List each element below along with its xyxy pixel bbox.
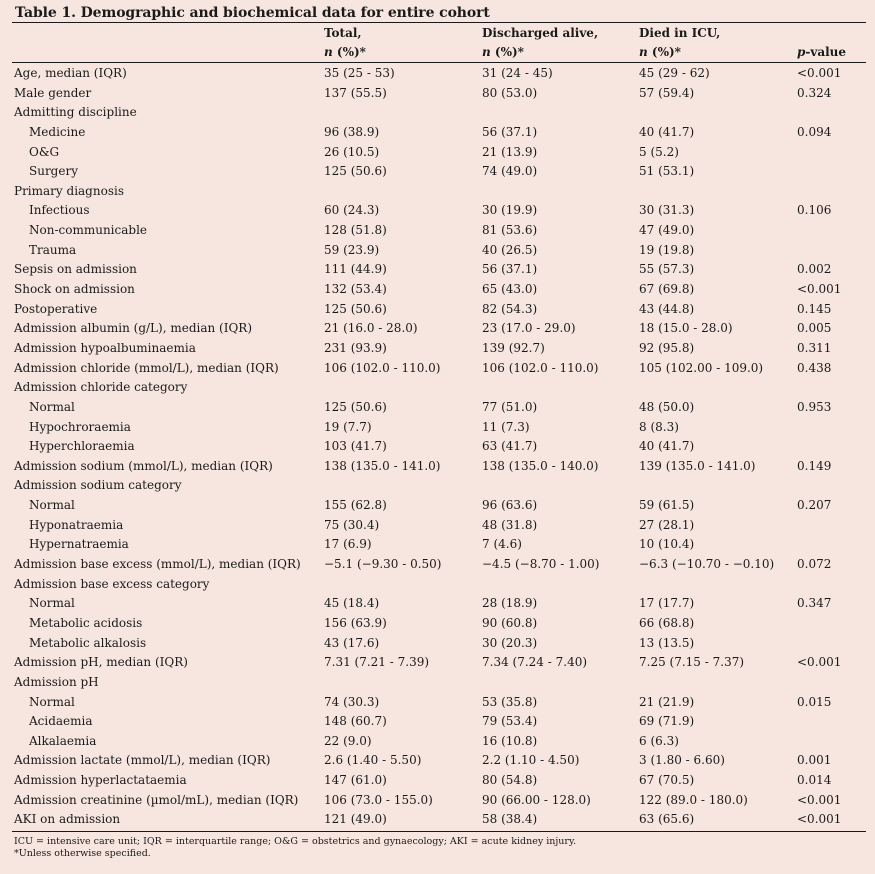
cell-total: 21 (16.0 - 28.0)	[324, 321, 418, 336]
table-row	[0, 378, 875, 398]
row-label: Admission creatinine (µmol/mL), median (IQR)	[14, 792, 299, 807]
cell-total: 43 (17.6)	[324, 635, 380, 650]
cell-pvalue: 0.005	[797, 321, 832, 336]
cell-died: 6 (6.3)	[639, 733, 679, 748]
table-row	[0, 300, 875, 320]
cell-died: 51 (53.1)	[639, 164, 695, 179]
table-row	[0, 162, 875, 182]
cell-pvalue: 0.311	[797, 340, 832, 355]
table-row	[0, 398, 875, 418]
table-row	[0, 339, 875, 359]
row-label: Admission pH, median (IQR)	[14, 655, 188, 670]
row-label: Non-communicable	[29, 223, 148, 238]
cell-died: 30 (31.3)	[639, 203, 695, 218]
cell-discharged: 16 (10.8)	[482, 733, 538, 748]
cell-discharged: 31 (24 - 45)	[482, 66, 553, 80]
cell-pvalue: 0.002	[797, 262, 832, 277]
row-label: Normal	[29, 694, 75, 709]
cell-discharged: 65 (43.0)	[482, 282, 538, 297]
table-row	[0, 751, 875, 771]
cell-discharged: 90 (60.8)	[482, 615, 538, 630]
cell-total: 147 (61.0)	[324, 773, 387, 788]
cell-discharged: 79 (53.4)	[482, 714, 538, 729]
cell-pvalue: 0.094	[797, 124, 832, 139]
header-total-pct: (%)*	[332, 45, 366, 59]
cell-total: 96 (38.9)	[324, 124, 380, 139]
cell-discharged: −4.5 (−8.70 - 1.00)	[482, 557, 600, 572]
row-label: AKI on admission	[14, 812, 121, 827]
table-row	[0, 418, 875, 438]
cell-died: 45 (29 - 62)	[639, 66, 710, 80]
footnote-abbreviations: ICU = intensive care unit; IQR = interquartile range; O&G = obstetrics and gynaecology; AKI = acute kidney injury.	[14, 836, 577, 847]
cell-pvalue: 0.324	[797, 85, 832, 100]
cell-pvalue: 0.953	[797, 399, 832, 414]
table-row	[0, 516, 875, 536]
row-label: Admission chloride category	[14, 380, 188, 395]
table-row	[0, 673, 875, 693]
cell-discharged: 28 (18.9)	[482, 596, 538, 611]
cell-died: 17 (17.7)	[639, 596, 695, 611]
cell-discharged: 77 (51.0)	[482, 399, 538, 414]
row-label: Postoperative	[14, 301, 98, 316]
row-label: Normal	[29, 498, 75, 513]
cell-total: 2.6 (1.40 - 5.50)	[324, 753, 422, 768]
footnote-asterisk: *Unless otherwise specified.	[14, 848, 151, 859]
cell-total: 59 (23.9)	[324, 242, 380, 257]
table-row	[0, 555, 875, 575]
cell-discharged: 74 (49.0)	[482, 164, 538, 179]
table-row	[0, 771, 875, 791]
cell-total: −5.1 (−9.30 - 0.50)	[324, 557, 442, 572]
cell-died: 3 (1.80 - 6.60)	[639, 753, 725, 768]
table-row	[0, 260, 875, 280]
cell-discharged: 53 (35.8)	[482, 694, 538, 709]
cell-pvalue: 0.347	[797, 596, 832, 611]
row-label: Admitting discipline	[14, 105, 137, 120]
table-row	[0, 123, 875, 143]
cell-pvalue: 0.014	[797, 773, 832, 788]
table-row	[0, 64, 875, 84]
header-discharged-line1: Discharged alive,	[482, 26, 599, 40]
header-total-line1: Total,	[324, 26, 362, 40]
cell-pvalue: 0.072	[797, 557, 832, 572]
header-discharged-n: n	[482, 45, 491, 59]
cell-died: 48 (50.0)	[639, 399, 695, 414]
table-row	[0, 693, 875, 713]
table-row	[0, 476, 875, 496]
cell-total: 26 (10.5)	[324, 144, 380, 159]
header-total-n: n	[324, 45, 333, 59]
cell-discharged: 48 (31.8)	[482, 517, 538, 532]
row-label: Normal	[29, 596, 75, 611]
cell-total: 60 (24.3)	[324, 203, 380, 218]
table-row	[0, 359, 875, 379]
table-row	[0, 221, 875, 241]
row-label: Admission base excess (mmol/L), median (IQR)	[14, 557, 301, 572]
cell-discharged: 106 (102.0 - 110.0)	[482, 360, 599, 375]
cell-total: 138 (135.0 - 141.0)	[324, 458, 441, 473]
header-pvalue	[797, 43, 846, 62]
cell-pvalue: 0.145	[797, 301, 832, 316]
cell-pvalue: 0.001	[797, 753, 832, 768]
cell-died: 67 (69.8)	[639, 282, 695, 297]
table-row	[0, 653, 875, 673]
row-label: Admission pH	[14, 674, 99, 689]
cell-pvalue: 0.438	[797, 360, 832, 375]
cell-died: 139 (135.0 - 141.0)	[639, 458, 756, 473]
row-label: Trauma	[29, 242, 77, 257]
cell-died: 10 (10.4)	[639, 537, 695, 552]
table-row	[0, 535, 875, 555]
row-label: Metabolic acidosis	[29, 615, 143, 630]
table-row	[0, 575, 875, 595]
row-label: Metabolic alkalosis	[29, 635, 147, 650]
table-row	[0, 732, 875, 752]
cell-total: 128 (51.8)	[324, 223, 387, 238]
row-label: O&G	[29, 144, 60, 159]
cell-pvalue: <0.001	[797, 655, 842, 670]
cell-total: 106 (73.0 - 155.0)	[324, 792, 433, 807]
header-discharged	[482, 24, 598, 62]
cell-discharged: 11 (7.3)	[482, 419, 530, 434]
row-label: Admission base excess category	[14, 576, 210, 591]
cell-total: 106 (102.0 - 110.0)	[324, 360, 441, 375]
row-label: Age, median (IQR)	[14, 66, 127, 80]
cell-died: 55 (57.3)	[639, 262, 695, 277]
table-row	[0, 614, 875, 634]
cell-total: 17 (6.9)	[324, 537, 372, 552]
table-row	[0, 634, 875, 654]
table-row	[0, 810, 875, 830]
row-label: Admission hyperlactataemia	[14, 773, 187, 788]
row-label: Shock on admission	[14, 282, 135, 297]
cell-died: 21 (21.9)	[639, 694, 695, 709]
header-died-n: n	[639, 45, 648, 59]
cell-total: 7.31 (7.21 - 7.39)	[324, 655, 430, 670]
table-row	[0, 791, 875, 811]
table-body	[0, 64, 875, 830]
row-label: Acidaemia	[29, 714, 93, 729]
header-p-suffix: -value	[805, 45, 847, 59]
cell-died: 57 (59.4)	[639, 85, 695, 100]
cell-pvalue: 0.149	[797, 458, 832, 473]
cell-total: 148 (60.7)	[324, 714, 387, 729]
cell-total: 19 (7.7)	[324, 419, 372, 434]
cell-total: 75 (30.4)	[324, 517, 380, 532]
cell-discharged: 30 (19.9)	[482, 203, 538, 218]
cell-died: 66 (68.8)	[639, 615, 695, 630]
cell-total: 35 (25 - 53)	[324, 66, 395, 80]
header-total	[324, 24, 366, 62]
header-discharged-pct: (%)*	[490, 45, 524, 59]
cell-total: 156 (63.9)	[324, 615, 387, 630]
cell-total: 121 (49.0)	[324, 812, 387, 827]
table-row	[0, 143, 875, 163]
cell-pvalue: <0.001	[797, 812, 842, 827]
cell-discharged: 21 (13.9)	[482, 144, 538, 159]
row-label: Admission sodium (mmol/L), median (IQR)	[14, 458, 273, 473]
cell-died: 67 (70.5)	[639, 773, 695, 788]
cell-discharged: 90 (66.00 - 128.0)	[482, 792, 591, 807]
header-died-line1: Died in ICU,	[639, 26, 721, 40]
cell-total: 155 (62.8)	[324, 498, 387, 513]
footnotes	[14, 836, 576, 860]
table-row	[0, 84, 875, 104]
cell-pvalue: 0.015	[797, 694, 832, 709]
cell-died: 8 (8.3)	[639, 419, 679, 434]
cell-discharged: 58 (38.4)	[482, 812, 538, 827]
cell-total: 137 (55.5)	[324, 85, 387, 100]
bottom-rule	[12, 831, 866, 832]
cell-discharged: 138 (135.0 - 140.0)	[482, 458, 599, 473]
table-row	[0, 241, 875, 261]
cell-discharged: 96 (63.6)	[482, 498, 538, 513]
header-rule	[12, 62, 866, 63]
cell-pvalue: 0.106	[797, 203, 832, 218]
cell-died: −6.3 (−10.70 - −0.10)	[639, 557, 775, 572]
table-row	[0, 712, 875, 732]
cell-total: 132 (53.4)	[324, 282, 387, 297]
cell-total: 231 (93.9)	[324, 340, 387, 355]
row-label: Male gender	[14, 85, 92, 100]
cell-died: 47 (49.0)	[639, 223, 695, 238]
table-row	[0, 182, 875, 202]
cell-pvalue: 0.207	[797, 498, 832, 513]
table-title: Table 1. Demographic and biochemical data for entire cohort	[15, 5, 490, 21]
row-label: Hyponatraemia	[29, 517, 124, 532]
row-label: Primary diagnosis	[14, 183, 124, 198]
cell-died: 59 (61.5)	[639, 498, 695, 513]
cell-total: 125 (50.6)	[324, 399, 387, 414]
cell-discharged: 7.34 (7.24 - 7.40)	[482, 655, 588, 670]
cell-discharged: 7 (4.6)	[482, 537, 522, 552]
cell-died: 105 (102.00 - 109.0)	[639, 360, 764, 375]
cell-died: 43 (44.8)	[639, 301, 695, 316]
cell-died: 92 (95.8)	[639, 340, 695, 355]
row-label: Admission hypoalbuminaemia	[14, 340, 196, 355]
row-label: Admission lactate (mmol/L), median (IQR)	[14, 753, 271, 768]
cell-discharged: 80 (54.8)	[482, 773, 538, 788]
cell-died: 5 (5.2)	[639, 144, 679, 159]
cell-pvalue: <0.001	[797, 792, 842, 807]
table-row	[0, 319, 875, 339]
cell-died: 27 (28.1)	[639, 517, 695, 532]
cell-discharged: 40 (26.5)	[482, 242, 538, 257]
table-row	[0, 201, 875, 221]
cell-died: 7.25 (7.15 - 7.37)	[639, 655, 745, 670]
cell-died: 13 (13.5)	[639, 635, 695, 650]
cell-total: 125 (50.6)	[324, 164, 387, 179]
cell-discharged: 63 (41.7)	[482, 439, 538, 454]
row-label: Hypernatraemia	[29, 537, 129, 552]
cell-total: 74 (30.3)	[324, 694, 380, 709]
cell-died: 40 (41.7)	[639, 124, 695, 139]
table-row	[0, 280, 875, 300]
cell-discharged: 82 (54.3)	[482, 301, 538, 316]
row-label: Alkalaemia	[29, 733, 97, 748]
cell-discharged: 80 (53.0)	[482, 85, 538, 100]
cell-pvalue: <0.001	[797, 66, 842, 80]
header-died	[639, 24, 720, 62]
cell-discharged: 56 (37.1)	[482, 262, 538, 277]
header-died-pct: (%)*	[647, 45, 681, 59]
row-label: Admission chloride (mmol/L), median (IQR)	[14, 360, 279, 375]
cell-died: 18 (15.0 - 28.0)	[639, 321, 733, 336]
cell-total: 111 (44.9)	[324, 262, 387, 277]
table-row	[0, 457, 875, 477]
cell-total: 125 (50.6)	[324, 301, 387, 316]
row-label: Admission sodium category	[14, 478, 182, 493]
table-row	[0, 496, 875, 516]
row-label: Hyperchloraemia	[29, 439, 135, 454]
cell-discharged: 23 (17.0 - 29.0)	[482, 321, 576, 336]
cell-discharged: 2.2 (1.10 - 4.50)	[482, 753, 580, 768]
row-label: Infectious	[29, 203, 90, 218]
row-label: Sepsis on admission	[14, 262, 137, 277]
row-label: Normal	[29, 399, 75, 414]
cell-discharged: 81 (53.6)	[482, 223, 538, 238]
table-row	[0, 103, 875, 123]
cell-pvalue: <0.001	[797, 282, 842, 297]
cell-died: 122 (89.0 - 180.0)	[639, 792, 748, 807]
cell-total: 22 (9.0)	[324, 733, 372, 748]
cell-total: 45 (18.4)	[324, 596, 380, 611]
cell-total: 103 (41.7)	[324, 439, 387, 454]
cell-discharged: 56 (37.1)	[482, 124, 538, 139]
table-row	[0, 437, 875, 457]
cell-died: 69 (71.9)	[639, 714, 695, 729]
row-label: Admission albumin (g/L), median (IQR)	[14, 321, 253, 336]
cell-discharged: 139 (92.7)	[482, 340, 545, 355]
cell-died: 40 (41.7)	[639, 439, 695, 454]
header-p-prefix: p	[797, 45, 806, 59]
row-label: Medicine	[29, 124, 86, 139]
cell-died: 19 (19.8)	[639, 242, 695, 257]
cell-died: 63 (65.6)	[639, 812, 695, 827]
row-label: Surgery	[29, 164, 78, 179]
top-rule	[12, 22, 866, 23]
table-row	[0, 594, 875, 614]
row-label: Hypochroraemia	[29, 419, 131, 434]
cell-discharged: 30 (20.3)	[482, 635, 538, 650]
